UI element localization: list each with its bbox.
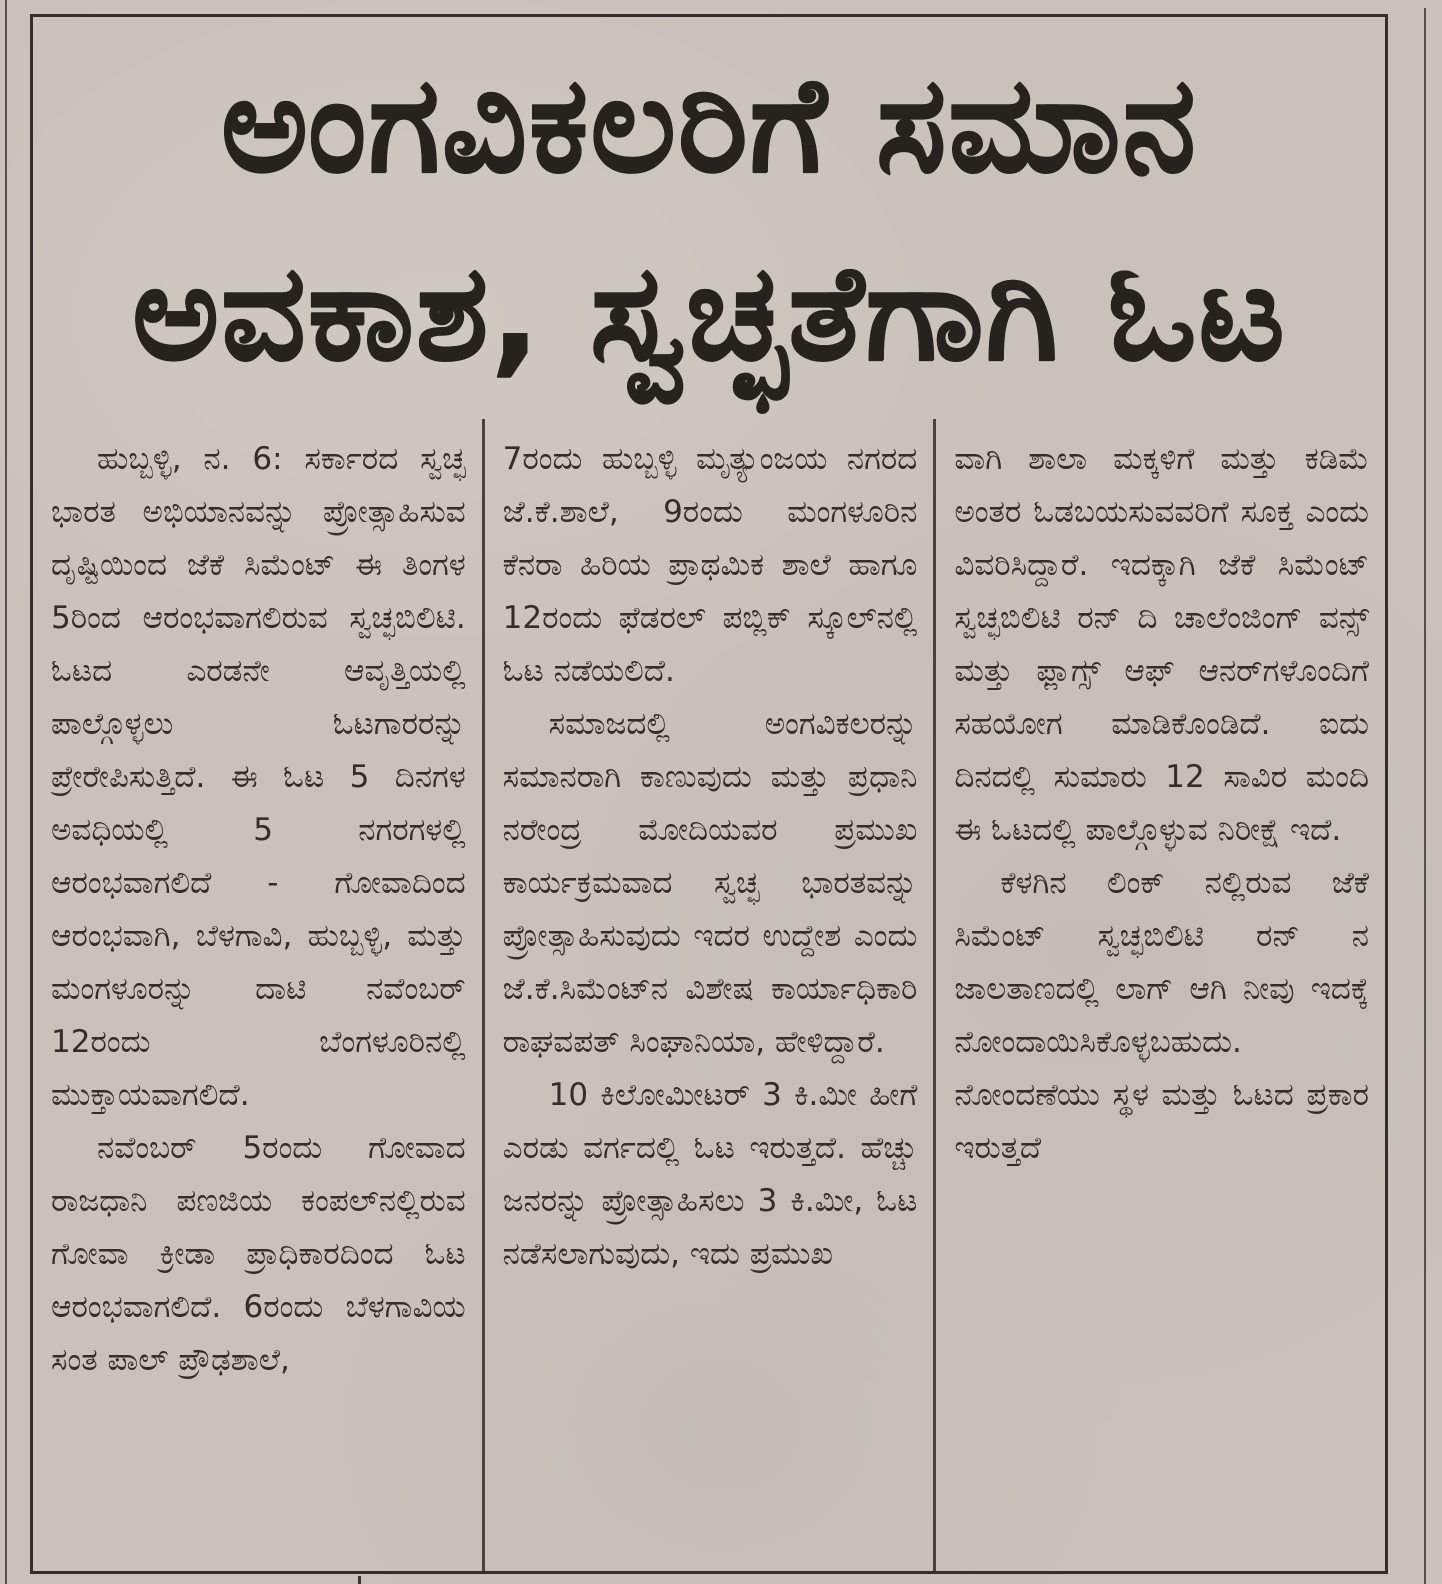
paragraph: ಕೆಳಗಿನ ಲಿಂಕ್ ನಲ್ಲಿರುವ ಜೆಕೆ ಸಿಮೆಂಟ್ ಸ್ವಚ್ಛಬಿಲಿಟಿ ರನ್ ನ ಜಾಲತಾಣದಲ್ಲಿ ಲಾಗ್ ಆಗಿ ನೀವು ಇದಕ್ಕೆ ನೋಂದಾಯಿಸಿಕೊಳ್ಳಬಹುದು. ನೋಂದಣೆಯು ಸ್ಥಳ ಮತ್ತು ಓಟದ ಪ್ರಕಾರ ಇರುತ್ತದೆ [954, 865, 1370, 1166]
article-columns [33, 419, 1385, 1571]
paragraph: ವಾಗಿ ಶಾಲಾ ಮಕ್ಕಳಿಗೆ ಮತ್ತು ಕಡಿಮೆ ಅಂತರ ಓಡಬಯಸುವವರಿಗೆ ಸೂಕ್ತ ಎಂದು ವಿವರಿಸಿದ್ದಾರೆ. ಇದಕ್ಕಾಗಿ ಜೆಕೆ ಸಿಮೆಂಟ್ ಸ್ವಚ್ಛಬಿಲಿಟಿ ರನ್ ದಿ ಚಾಲೆಂಜಿಂಗ್ ವನ್ಸ್ ಮತ್ತು ಫ್ಲಾಗ್ಸ್ ಆಫ್ ಆನರ್‌ಗಳೊಂದಿಗೆ ಸಹಯೋಗ ಮಾಡಿಕೊಂಡಿದೆ. ಐದು ದಿನದಲ್ಲಿ ಸುಮಾರು 12 ಸಾವಿರ ಮಂದಿ ಈ ಓಟದಲ್ಲಿ ಪಾಲ್ಗೊಳ್ಳುವ ನಿರೀಕ್ಷೆ ಇದೆ. [954, 441, 1370, 848]
paragraph: 7ರಂದು ಹುಬ್ಬಳ್ಳಿ ಮೃತ್ಯುಂಜಯ ನಗರದ ಜೆ.ಕೆ.ಶಾಲೆ, 9ರಂದು ಮಂಗಳೂರಿನ ಕೆನರಾ ಹಿರಿಯ ಪ್ರಾಥಮಿಕ ಶಾಲೆ ಹಾಗೂ 12ರಂದು ಫೆಡರಲ್ ಪಬ್ಲಿಕ್ ಸ್ಕೂಲ್‌ನಲ್ಲಿ ಓಟ ನಡೆಯಲಿದೆ. [502, 441, 918, 689]
headline-line2: ಅವಕಾಶ, ಸ್ವಚ್ಛತೆಗಾಗಿ ಓಟ [131, 236, 1287, 390]
headline-line1: ಅಂಗವಿಕಲರಿಗೆ ಸಮಾನ [220, 48, 1198, 202]
article-column-1 [33, 419, 482, 1571]
page-column-rule-right [1424, 8, 1426, 1584]
article-box [30, 14, 1388, 1574]
article-column-2 [482, 419, 934, 1571]
article-column-3 [933, 419, 1385, 1571]
page-column-rule-left [5, 0, 7, 1584]
next-article-border-fragment [358, 1576, 361, 1584]
paragraph: 10 ಕಿಲೋಮೀಟರ್ 3 ಕಿ.ಮೀ ಹೀಗೆ ಎರಡು ವರ್ಗದಲ್ಲಿ ಓಟ ಇರುತ್ತದೆ. ಹೆಚ್ಚು ಜನರನ್ನು ಪ್ರೋತ್ಸಾಹಿಸಲು 3 ಕಿ.ಮೀ, ಓಟ ನಡೆಸಲಾಗುವುದು, ಇದು ಪ್ರಮುಖ [502, 1077, 918, 1272]
paragraph: ನವೆಂಬರ್ 5ರಂದು ಗೋವಾದ ರಾಜಧಾನಿ ಪಣಜಿಯ ಕಂಪಲ್‌ನಲ್ಲಿರುವ ಗೋವಾ ಕ್ರೀಡಾ ಪ್ರಾಧಿಕಾರದಿಂದ ಓಟ ಆರಂಭವಾಗಲಿದೆ. 6ರಂದು ಬೆಳಗಾವಿಯ ಸಂತ ಪಾಲ್ ಪ್ರೌಢಶಾಲೆ, [51, 1130, 466, 1378]
paragraph: ಹುಬ್ಬಳ್ಳಿ, ನ. 6: ಸರ್ಕಾರದ ಸ್ವಚ್ಛ ಭಾರತ ಅಭಿಯಾನವನ್ನು ಪ್ರೋತ್ಸಾಹಿಸುವ ದೃಷ್ಟಿಯಿಂದ ಜೆಕೆ ಸಿಮೆಂಟ್ ಈ ತಿಂಗಳ 5ರಿಂದ ಆರಂಭವಾಗಲಿರುವ ಸ್ವಚ್ಛಬಿಲಿಟಿ. ಓಟದ ಎರಡನೇ ಆವೃತ್ತಿಯಲ್ಲಿ ಪಾಲ್ಗೊಳ್ಳಲು ಓಟಗಾರರನ್ನು ಪ್ರೇರೇಪಿಸುತ್ತಿದೆ. ಈ ಓಟ 5 ದಿನಗಳ ಅವಧಿಯಲ್ಲಿ 5 ನಗರಗಳಲ್ಲಿ ಆರಂಭವಾಗಲಿದೆ - ಗೋವಾದಿಂದ ಆರಂಭವಾಗಿ, ಬೆಳಗಾವಿ, ಹುಬ್ಬಳ್ಳಿ, ಮತ್ತು ಮಂಗಳೂರನ್ನು ದಾಟಿ ನವೆಂಬರ್ 12ರಂದು ಬೆಂಗಳೂರಿನಲ್ಲಿ ಮುಕ್ತಾಯವಾಗಲಿದೆ. [51, 441, 466, 1113]
headline [33, 17, 1385, 419]
paragraph: ಸಮಾಜದಲ್ಲಿ ಅಂಗವಿಕಲರನ್ನು ಸಮಾನರಾಗಿ ಕಾಣುವುದು ಮತ್ತು ಪ್ರಧಾನಿ ನರೇಂದ್ರ ಮೋದಿಯವರ ಪ್ರಮುಖ ಕಾರ್ಯಕ್ರಮವಾದ ಸ್ವಚ್ಛ ಭಾರತವನ್ನು ಪ್ರೋತ್ಸಾಹಿಸುವುದು ಇದರ ಉದ್ದೇಶ ಎಂದು ಜೆ.ಕೆ.ಸಿಮೆಂಟ್‌ನ ವಿಶೇಷ ಕಾರ್ಯಾಧಿಕಾರಿ ರಾಘವಪತ್ ಸಿಂಘಾನಿಯಾ, ಹೇಳಿದ್ದಾರೆ. [502, 706, 918, 1060]
